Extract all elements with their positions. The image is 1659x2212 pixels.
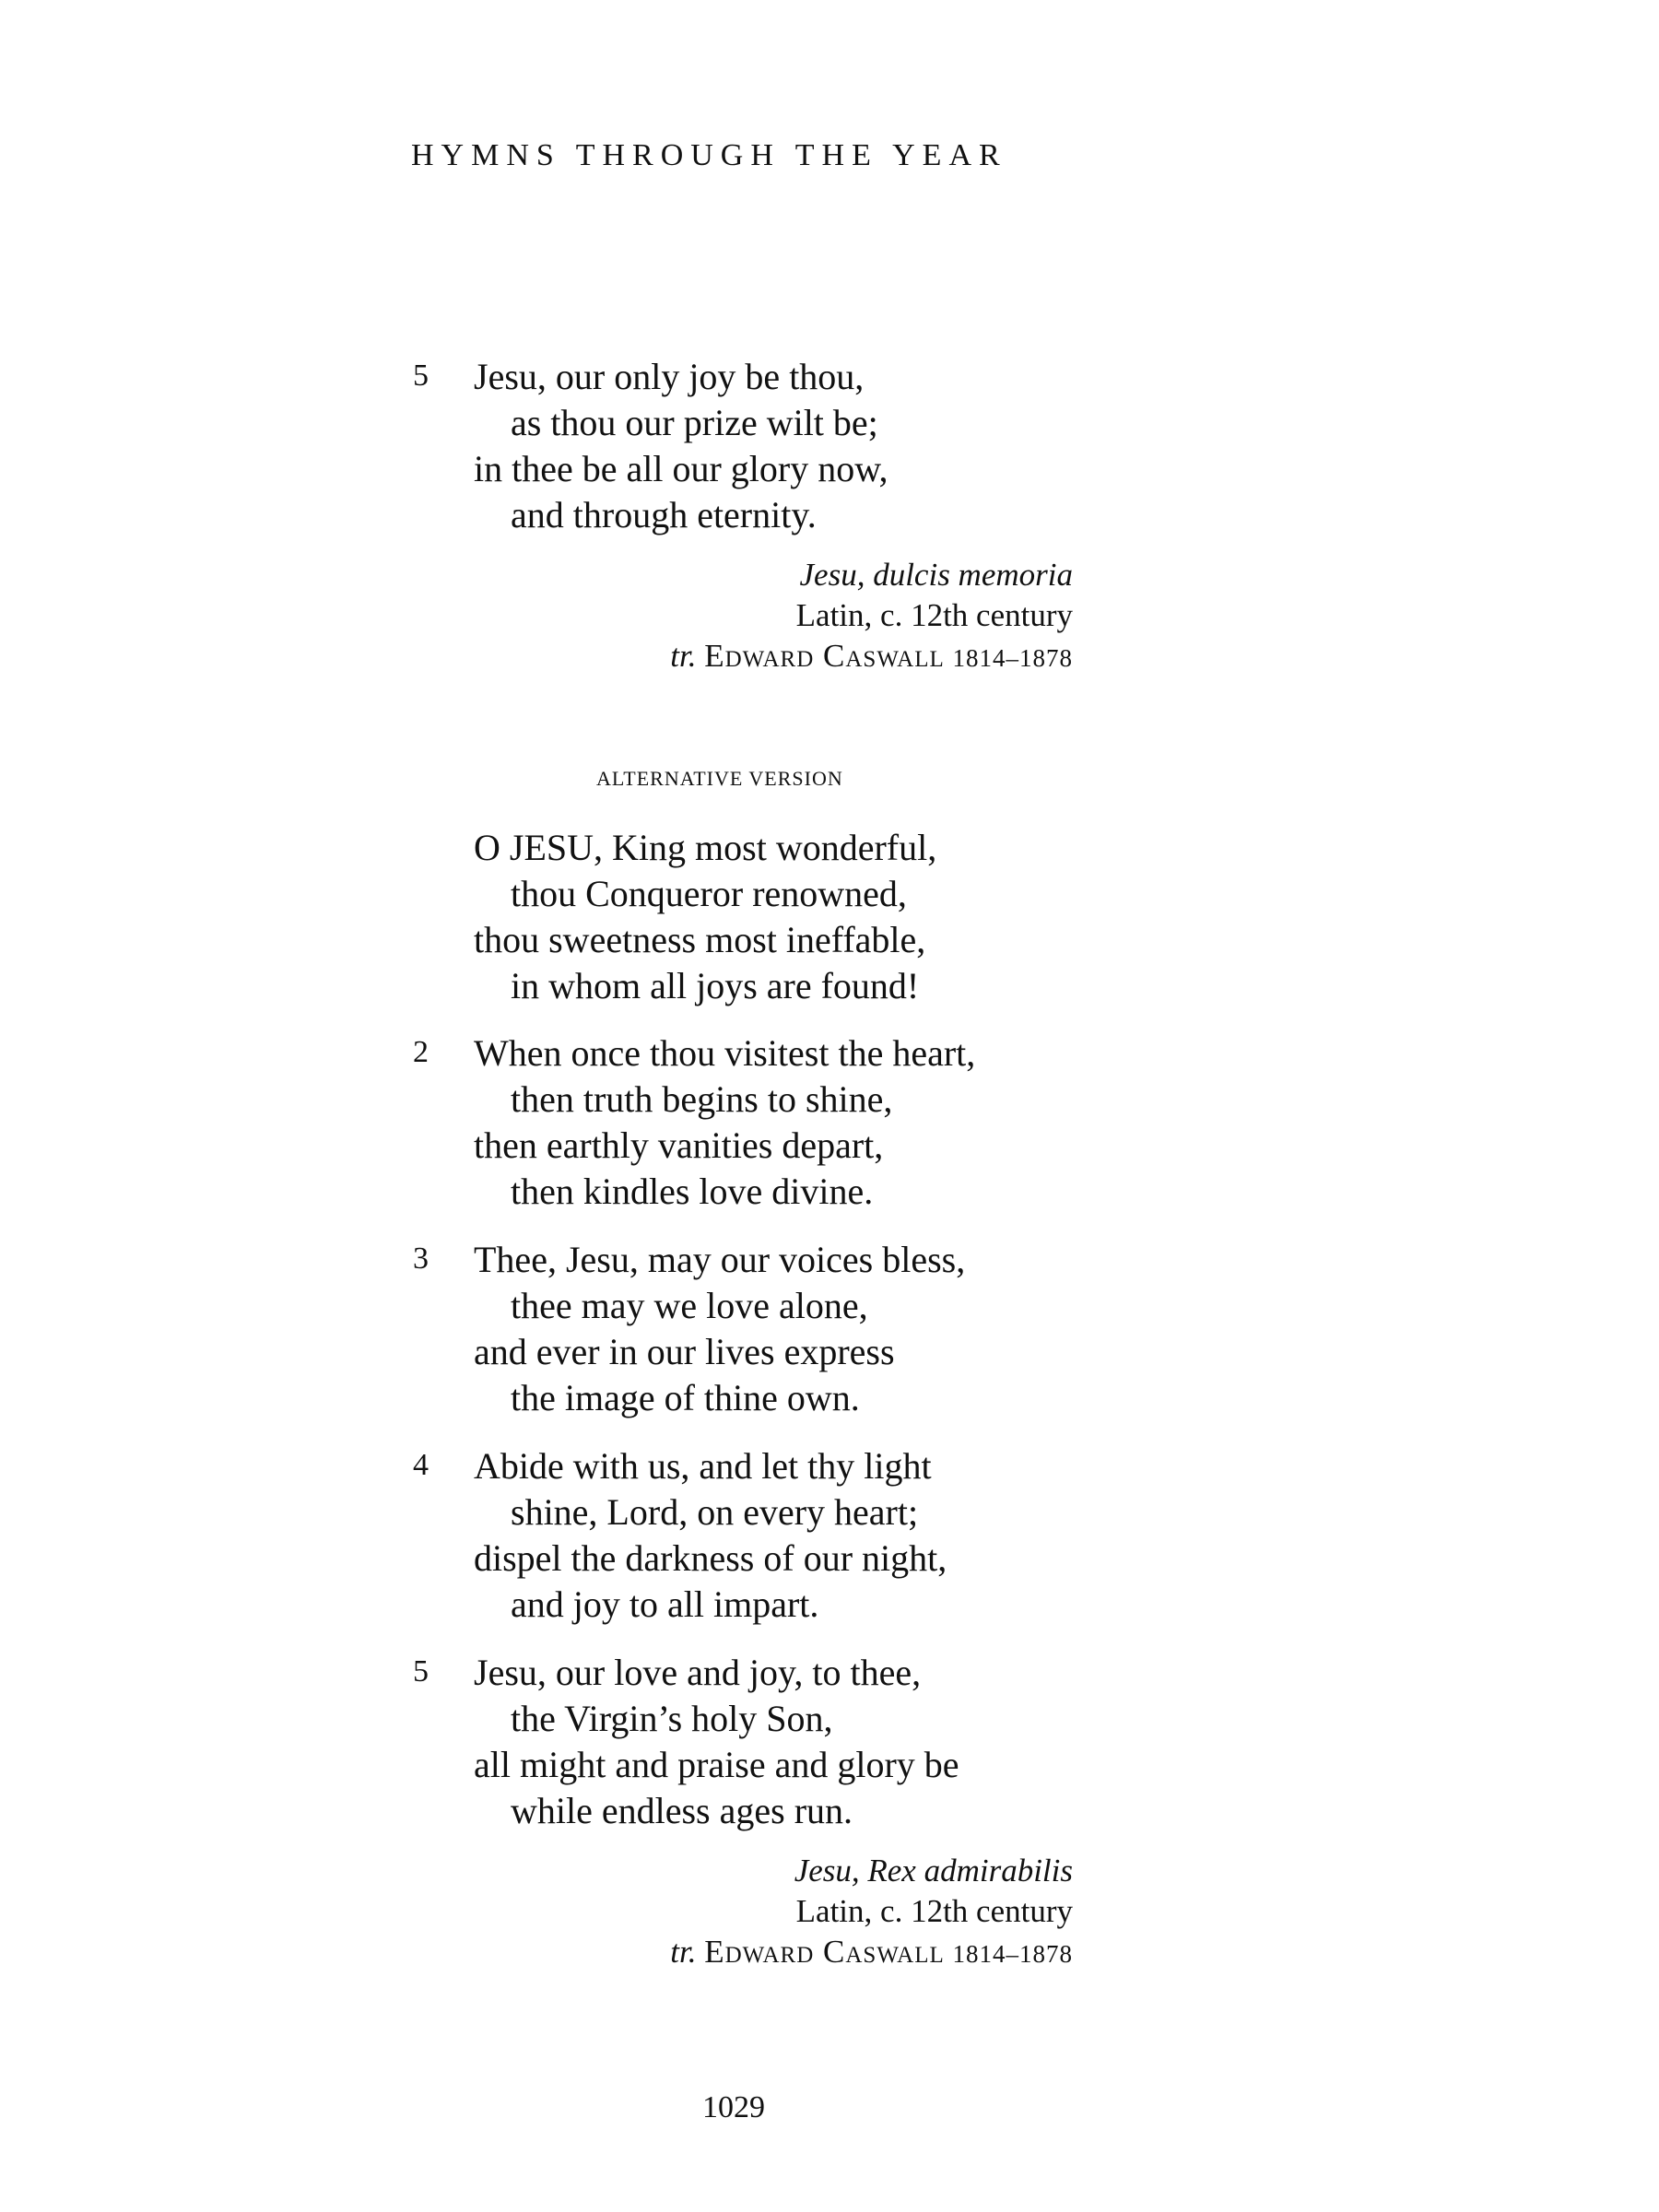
translator-credit [670, 1932, 1073, 1974]
attribution-alternative [670, 1851, 1073, 1974]
section-label: ALTERNATIVE VERSION [596, 767, 843, 790]
stanza-line: the image of thine own. [511, 1377, 860, 1418]
source-origin: Latin, c. 12th century [795, 597, 1073, 633]
stanza-line: When once thou visitest the heart, [474, 1032, 976, 1074]
stanza-number: 4 [413, 1448, 429, 1482]
stanza-line: and ever in our lives express [474, 1331, 895, 1372]
stanza-line: in thee be all our glory now, [474, 448, 888, 489]
stanza-line: shine, Lord, on every heart; [511, 1491, 919, 1533]
stanza-line: thee may we love alone, [511, 1285, 868, 1326]
attribution-first-hymn [670, 555, 1073, 678]
stanza-line: as thou our prize wilt be; [511, 402, 878, 443]
translator-dates: 1814–1878 [952, 1940, 1073, 1968]
translator-dates: 1814–1878 [952, 644, 1073, 672]
stanza-line: thou sweetness most ineffable, [474, 919, 926, 960]
stanza-line: then truth begins to shine, [511, 1078, 893, 1120]
stanza-line: O JESU, King most wonderful, [474, 827, 937, 868]
stanza-line: thou Conqueror renowned, [511, 873, 907, 914]
source-origin: Latin, c. 12th century [795, 1893, 1073, 1929]
stanza-line: dispel the darkness of our night, [474, 1537, 947, 1579]
stanza-line: Thee, Jesu, may our voices bless, [474, 1239, 966, 1280]
translator-credit [670, 636, 1073, 678]
translator-prefix: tr. [670, 638, 697, 674]
stanza-number: 3 [413, 1241, 429, 1276]
stanza-line: Jesu, our only joy be thou, [474, 356, 865, 397]
translator-name: Edward Caswall [704, 638, 945, 674]
stanza-number: 2 [413, 1035, 429, 1069]
stanza-line: and through eternity. [511, 494, 817, 535]
stanza-line: while endless ages run. [511, 1790, 853, 1831]
translator-prefix: tr. [670, 1934, 697, 1970]
stanza-line: and joy to all impart. [511, 1583, 819, 1625]
stanza-line: in whom all joys are found! [511, 965, 920, 1006]
stanza-line: the Virgin’s holy Son, [511, 1698, 833, 1739]
stanza-line: Abide with us, and let thy light [474, 1445, 932, 1487]
running-header: HYMNS THROUGH THE YEAR [411, 138, 1007, 172]
source-title: Jesu, dulcis memoria [799, 557, 1073, 593]
stanza-line: all might and praise and glory be [474, 1744, 959, 1785]
stanza-line: then earthly vanities depart, [474, 1124, 884, 1166]
source-title: Jesu, Rex admirabilis [794, 1853, 1073, 1888]
translator-name: Edward Caswall [704, 1934, 945, 1970]
stanza-line: then kindles love divine. [511, 1171, 874, 1212]
stanza-line: Jesu, our love and joy, to thee, [474, 1652, 922, 1693]
stanza-number: 5 [413, 1654, 429, 1688]
stanza-number: 5 [413, 359, 429, 393]
page-number: 1029 [702, 2090, 765, 2124]
